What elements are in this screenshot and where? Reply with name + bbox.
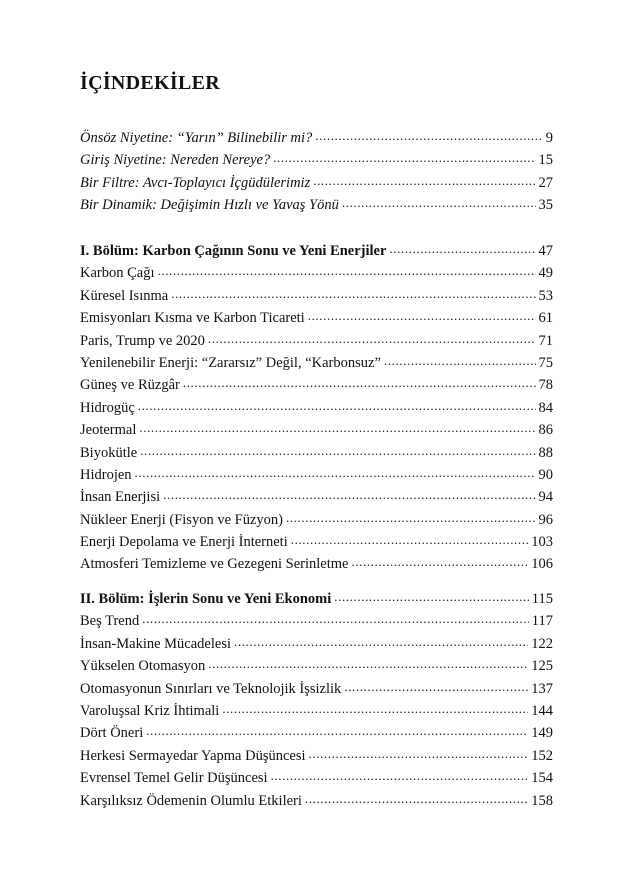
toc-entry-page: 94 [538,489,553,506]
toc-entry-title: Emisyonları Kısma ve Karbon Ticareti [80,310,305,327]
dot-leader [315,128,542,142]
toc-entry-title: Güneş ve Rüzgâr [80,377,180,394]
toc-entry-page: 154 [531,770,553,787]
toc-entry [80,263,553,285]
toc-entry-title: Evrensel Temel Gelir Düşüncesi [80,770,268,787]
toc-entry-page: 158 [531,792,553,809]
toc-entry-page: 149 [531,725,553,742]
toc-entry-title: Küresel Isınma [80,287,169,304]
toc-entry [80,510,553,532]
toc-entry [80,443,553,465]
toc-entry [80,173,553,195]
toc-entry-page: 117 [531,613,553,630]
toc-entry-page: 61 [538,310,553,327]
toc-part-2-group [80,589,553,813]
toc-entry-title: Nükleer Enerji (Fisyon ve Füzyon) [80,511,283,528]
toc-part-title: II. Bölüm: İşlerin Sonu ve Yeni Ekonomi [80,591,332,607]
toc-entry-title: Herkesi Sermayedar Yapma Düşüncesi [80,747,306,764]
toc-entry [80,308,553,330]
toc-entry-title: Giriş Niyetine: Nereden Nereye? [80,152,271,169]
toc-entry-title: İnsan Enerjisi [80,489,161,506]
toc-entry [80,634,553,656]
toc-entry [80,723,553,745]
toc-entry-title: Hidrogüç [80,399,135,416]
dot-leader [163,487,535,501]
toc-entry-page: 49 [538,265,553,282]
toc-entry-page: 75 [538,354,553,371]
dot-leader [142,611,529,625]
dot-leader [273,150,535,164]
toc-entry-page: 90 [538,466,553,483]
toc-entry-page: 71 [538,332,553,349]
toc-entry-title: Paris, Trump ve 2020 [80,332,205,349]
toc-entry [80,375,553,397]
toc-entry-page: 27 [538,174,553,191]
toc-entry [80,150,553,172]
toc-entry [80,791,553,813]
toc-entry-title: Bir Dinamik: Değişimin Hızlı ve Yavaş Yönü [80,197,339,214]
toc-entry [80,679,553,701]
toc-entry-page: 15 [538,152,553,169]
toc-entry [80,768,553,790]
toc-entry-page: 122 [531,635,553,652]
toc-entry [80,746,553,768]
toc-entry-title: Karbon Çağı [80,265,155,282]
toc-entry-title: Enerji Depolama ve Enerji İnterneti [80,534,288,551]
toc-entry-page: 106 [531,556,553,573]
dot-leader [309,746,529,760]
toc-entry-title: Yükselen Otomasyon [80,658,206,675]
dot-leader [139,420,535,434]
toc-entry-title: Yenilenebilir Enerji: “Zararsız” Değil, “Karbonsuz” [80,354,381,371]
dot-leader [286,510,536,524]
toc-entry [80,128,553,150]
dot-leader [342,195,536,209]
dot-leader [344,679,528,693]
toc-entry-page: 88 [538,444,553,461]
toc-entry [80,611,553,633]
dot-leader [313,173,535,187]
toc-entry-title: Atmosferi Temizleme ve Gezegeni Serinletme [80,556,349,573]
toc-entry-title: Karşılıksız Ödemenin Olumlu Etkileri [80,792,302,809]
toc-part-title: I. Bölüm: Karbon Çağının Sonu ve Yeni Enerjiler [80,243,387,259]
toc-entry-page: 137 [531,680,553,697]
dot-leader [334,589,529,603]
dot-leader [305,791,528,805]
toc-entry-page: 78 [538,377,553,394]
toc-entry [80,331,553,353]
toc-part-page: 47 [538,243,553,259]
toc-entry-page: 53 [538,287,553,304]
dot-leader [234,634,528,648]
dot-leader [384,353,536,367]
toc-preface-group [80,128,553,218]
toc-entry [80,554,553,576]
dot-leader [389,241,535,255]
dot-leader [271,768,529,782]
toc-entry [80,195,553,217]
toc-entry-title: Otomasyonun Sınırları ve Teknolojik İşsizlik [80,680,342,697]
toc-entry-title: Beş Trend [80,613,140,630]
dot-leader [308,308,536,322]
toc-entry-title: Hidrojen [80,466,132,483]
dot-leader [146,723,528,737]
toc-entry-title: Önsöz Niyetine: “Yarın” Bilinebilir mi? [80,130,313,146]
toc-entry-page: 125 [531,658,553,675]
toc-entry [80,398,553,420]
toc-entry [80,701,553,723]
toc-entry-title: Bir Filtre: Avcı-Toplayıcı İçgüdülerimiz [80,174,311,191]
toc-entry [80,353,553,375]
dot-leader [171,286,535,300]
toc-entry [80,656,553,678]
toc-entry [80,532,553,554]
dot-leader [208,656,528,670]
toc-entry-page: 86 [538,422,553,439]
toc-part-heading [80,589,553,611]
toc-entry [80,286,553,308]
page-title: İÇİNDEKİLER [80,72,220,94]
toc-part-page: 115 [531,591,553,607]
dot-leader [183,375,536,389]
toc-entry [80,465,553,487]
toc-entry-title: Jeotermal [80,422,137,439]
dot-leader [135,465,536,479]
dot-leader [138,398,536,412]
toc-part-1-group [80,241,553,577]
dot-leader [222,701,528,715]
toc-entry-page: 152 [531,747,553,764]
dot-leader [351,554,528,568]
toc-entry-page: 84 [538,399,553,416]
dot-leader [158,263,536,277]
toc-entry-title: İnsan-Makine Mücadelesi [80,635,231,652]
dot-leader [140,443,535,457]
toc-entry [80,420,553,442]
toc-entry-page: 9 [545,130,553,146]
toc-entry [80,487,553,509]
toc-entry-page: 144 [531,702,553,719]
toc-entry-page: 35 [538,197,553,214]
toc-part-heading [80,241,553,263]
toc-entry-page: 103 [531,534,553,551]
dot-leader [208,331,536,345]
dot-leader [291,532,529,546]
toc-entry-title: Varoluşsal Kriz İhtimali [80,702,220,719]
toc-entry-page: 96 [538,511,553,528]
toc-entry-title: Dört Öneri [80,725,144,742]
toc-entry-title: Biyokütle [80,444,138,461]
